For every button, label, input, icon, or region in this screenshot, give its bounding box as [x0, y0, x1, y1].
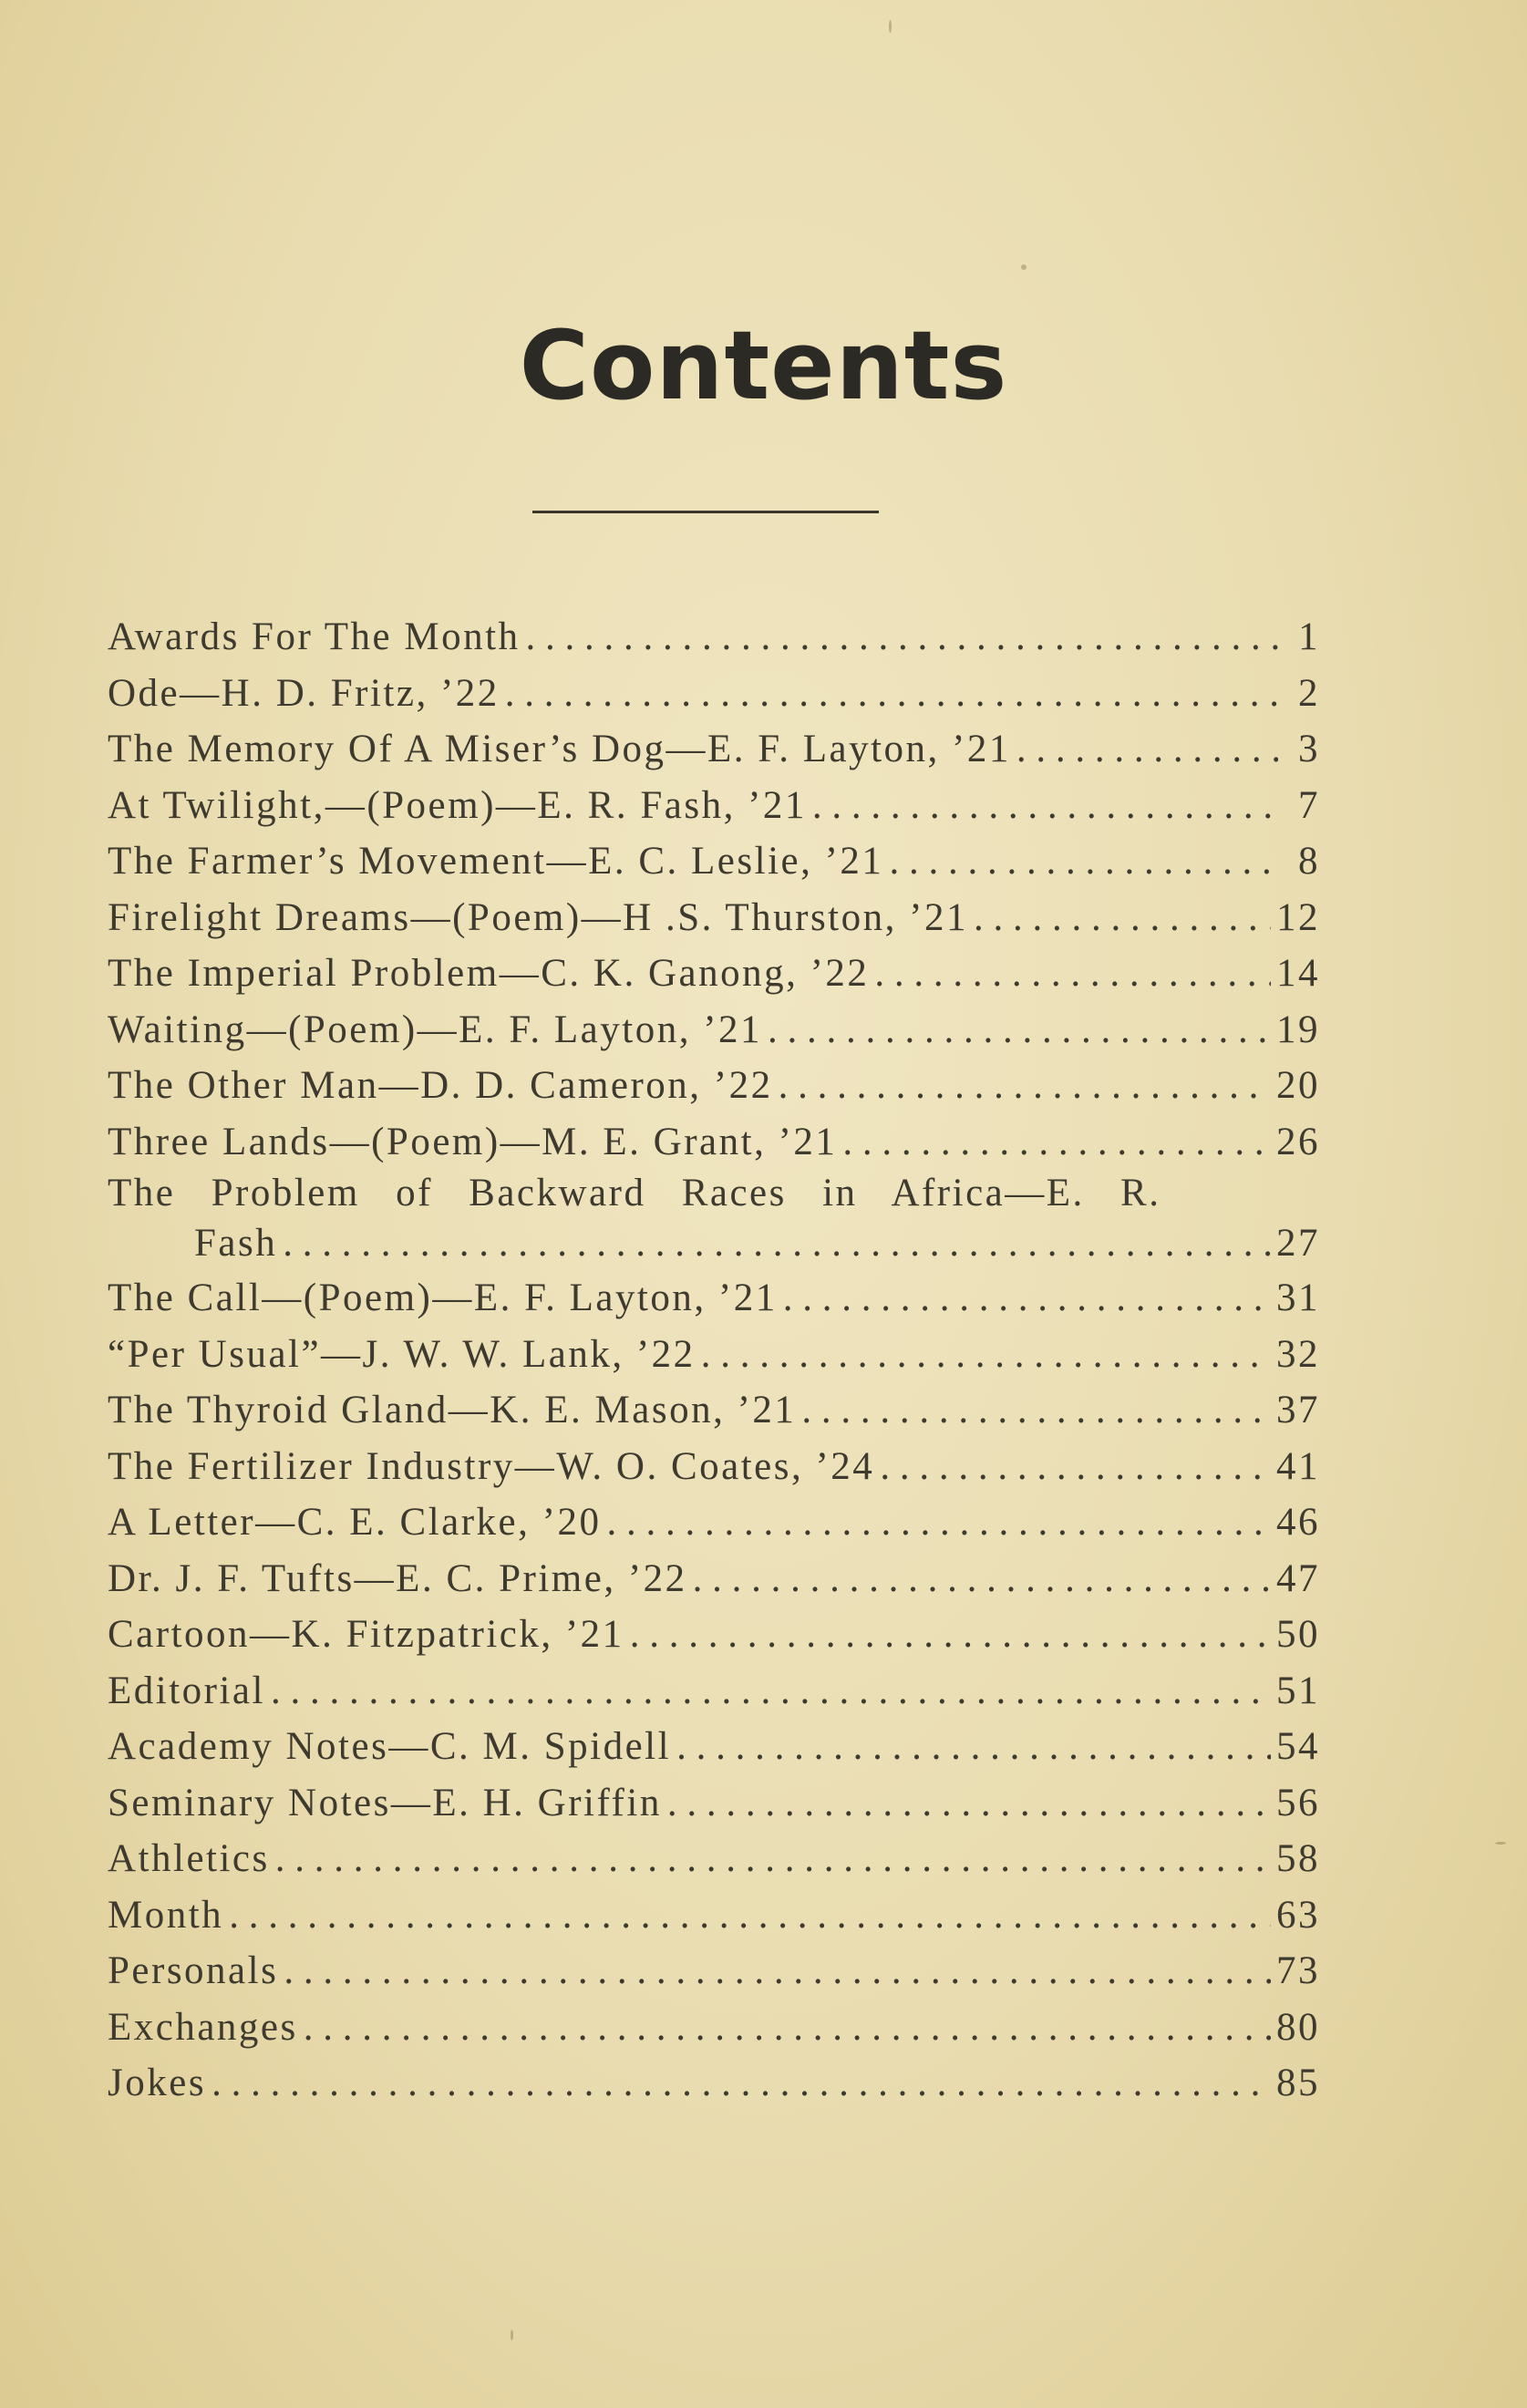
paper-speck — [1495, 1842, 1506, 1845]
toc-entry-title: Three Lands—(Poem)—M. E. Grant, ’21 — [108, 1120, 838, 1163]
toc-entry[interactable] — [108, 666, 1320, 722]
toc-entry-title: Athletics — [108, 1837, 270, 1880]
toc-entry[interactable] — [108, 1327, 1320, 1383]
dot-leader — [801, 1382, 1271, 1439]
dot-leader — [526, 609, 1278, 666]
toc-entry-page: 2 — [1298, 671, 1320, 715]
dot-leader — [606, 1494, 1271, 1551]
toc-entry-page: 31 — [1276, 1276, 1320, 1319]
toc-entry-page: 14 — [1276, 952, 1320, 995]
toc-entry[interactable] — [108, 1270, 1320, 1327]
toc-entry[interactable] — [108, 1058, 1320, 1114]
toc-entry[interactable] — [108, 609, 1320, 666]
toc-entry[interactable] — [108, 2000, 1320, 2056]
toc-entry-page: 8 — [1298, 840, 1320, 883]
toc-entry-title: Ode—H. D. Fritz, ’22 — [108, 671, 500, 715]
dot-leader — [880, 1439, 1271, 1495]
toc-entry-title: The Memory Of A Miser’s Dog—E. F. Layton, ’21 — [108, 728, 1011, 770]
toc-entry[interactable] — [108, 1719, 1320, 1775]
toc-entry-title: Dr. J. F. Tufts—E. C. Prime, ’22 — [108, 1556, 687, 1600]
toc-entry-page: 12 — [1276, 895, 1320, 939]
toc-entry-title: Awards For The Month — [108, 615, 521, 658]
toc-entry-page: 56 — [1276, 1781, 1320, 1824]
toc-entry-page: 50 — [1276, 1613, 1320, 1656]
toc-entry[interactable] — [108, 1439, 1320, 1495]
toc-entry[interactable] — [108, 1494, 1320, 1551]
dot-leader — [271, 1663, 1271, 1720]
table-of-contents — [108, 609, 1320, 2112]
dot-leader — [284, 1943, 1271, 2000]
toc-entry-title: The Call—(Poem)—E. F. Layton, ’21 — [108, 1276, 778, 1319]
toc-entry-page: 80 — [1276, 2005, 1320, 2049]
toc-entry[interactable] — [108, 1551, 1320, 1607]
toc-entry-page: 1 — [1298, 615, 1320, 658]
toc-entry-page: 51 — [1276, 1669, 1320, 1712]
toc-entry-title: The Farmer’s Movement—E. C. Leslie, ’21 — [108, 840, 884, 883]
toc-entry-title: The Imperial Problem—C. K. Ganong, ’22 — [108, 952, 870, 995]
toc-entry-title: Personals — [108, 1949, 279, 1992]
toc-entry-page: 19 — [1276, 1008, 1320, 1051]
toc-entry-continuation[interactable] — [108, 1217, 1320, 1270]
toc-entry-title: Jokes — [108, 2062, 207, 2104]
toc-entry[interactable] — [108, 890, 1320, 946]
toc-entry-title-continuation: Fash — [194, 1222, 278, 1265]
toc-entry[interactable] — [108, 1831, 1320, 1887]
dot-leader — [889, 833, 1278, 890]
dot-leader — [630, 1607, 1271, 1663]
title-divider — [532, 511, 879, 513]
toc-entry[interactable] — [108, 1114, 1320, 1171]
dot-leader — [693, 1551, 1271, 1607]
toc-entry-page: 73 — [1276, 1949, 1320, 1992]
toc-entry-title: “Per Usual”—J. W. W. Lank, ’22 — [108, 1332, 696, 1376]
toc-entry-title: Seminary Notes—E. H. Griffin — [108, 1781, 662, 1824]
dot-leader — [212, 2055, 1271, 2112]
toc-entry-title: Cartoon—K. Fitzpatrick, ’21 — [108, 1613, 624, 1656]
toc-entry-page: 37 — [1276, 1389, 1320, 1431]
dot-leader — [812, 778, 1278, 834]
toc-entry-page: 41 — [1276, 1444, 1320, 1488]
toc-entry-page: 54 — [1276, 1725, 1320, 1768]
dot-leader — [768, 1002, 1271, 1059]
toc-entry[interactable] — [108, 778, 1320, 834]
toc-entry-title: The Problem of Backward Races in Africa—E. R. — [108, 1172, 1161, 1214]
toc-entry[interactable] — [108, 1382, 1320, 1439]
toc-entry-title: Firelight Dreams—(Poem)—H .S. Thurston, ’21 — [108, 895, 968, 939]
toc-entry-page: 3 — [1298, 728, 1320, 770]
toc-entry-title: The Thyroid Gland—K. E. Mason, ’21 — [108, 1389, 797, 1431]
toc-entry-page: 20 — [1276, 1064, 1320, 1107]
dot-leader — [304, 2000, 1271, 2056]
toc-entry-page: 47 — [1276, 1556, 1320, 1600]
page-title: Contents — [519, 310, 1008, 421]
dot-leader — [779, 1058, 1271, 1114]
dot-leader — [874, 946, 1271, 1002]
toc-entry-title: Academy Notes—C. M. Spidell — [108, 1725, 672, 1768]
toc-entry[interactable] — [108, 946, 1320, 1002]
toc-entry[interactable] — [108, 1170, 1320, 1217]
toc-entry-page: 32 — [1276, 1332, 1320, 1376]
toc-entry-title: The Fertilizer Industry—W. O. Coates, ’24 — [108, 1444, 875, 1488]
dot-leader — [1016, 721, 1278, 778]
toc-entry-page: 85 — [1276, 2062, 1320, 2104]
dot-leader — [667, 1775, 1271, 1832]
toc-entry-page: 27 — [1276, 1222, 1320, 1265]
toc-entry-page: 63 — [1276, 1893, 1320, 1937]
toc-entry-page: 58 — [1276, 1837, 1320, 1880]
dot-leader — [275, 1831, 1271, 1887]
toc-entry-page: 7 — [1298, 783, 1320, 827]
toc-entry[interactable] — [108, 721, 1320, 778]
paper-speck — [511, 2330, 513, 2341]
toc-entry[interactable] — [108, 1943, 1320, 2000]
dot-leader — [229, 1887, 1271, 1944]
toc-entry-title: A Letter—C. E. Clarke, ’20 — [108, 1501, 602, 1544]
dot-leader — [783, 1270, 1271, 1327]
toc-entry-title: Exchanges — [108, 2005, 298, 2049]
toc-entry[interactable] — [108, 1887, 1320, 1944]
toc-entry[interactable] — [108, 833, 1320, 890]
toc-entry[interactable] — [108, 1002, 1320, 1059]
toc-entry[interactable] — [108, 1663, 1320, 1720]
toc-entry-title: The Other Man—D. D. Cameron, ’22 — [108, 1064, 773, 1107]
dot-leader — [505, 666, 1278, 722]
dot-leader — [283, 1217, 1271, 1270]
dot-leader — [974, 890, 1271, 946]
paper-speck — [889, 20, 892, 33]
toc-entry-title: Month — [108, 1893, 224, 1937]
dot-leader — [701, 1327, 1271, 1383]
toc-entry[interactable] — [108, 2055, 1320, 2112]
toc-entry-title: Editorial — [108, 1669, 265, 1712]
toc-entry-page: 46 — [1276, 1501, 1320, 1544]
toc-entry[interactable] — [108, 1607, 1320, 1663]
dot-leader — [676, 1719, 1271, 1775]
toc-entry-page: 26 — [1276, 1120, 1320, 1163]
toc-entry[interactable] — [108, 1775, 1320, 1832]
paper-speck — [1021, 264, 1027, 270]
toc-entry-title: At Twilight,—(Poem)—E. R. Fash, ’21 — [108, 783, 807, 827]
dot-leader — [842, 1114, 1271, 1171]
toc-entry-title: Waiting—(Poem)—E. F. Layton, ’21 — [108, 1008, 763, 1051]
